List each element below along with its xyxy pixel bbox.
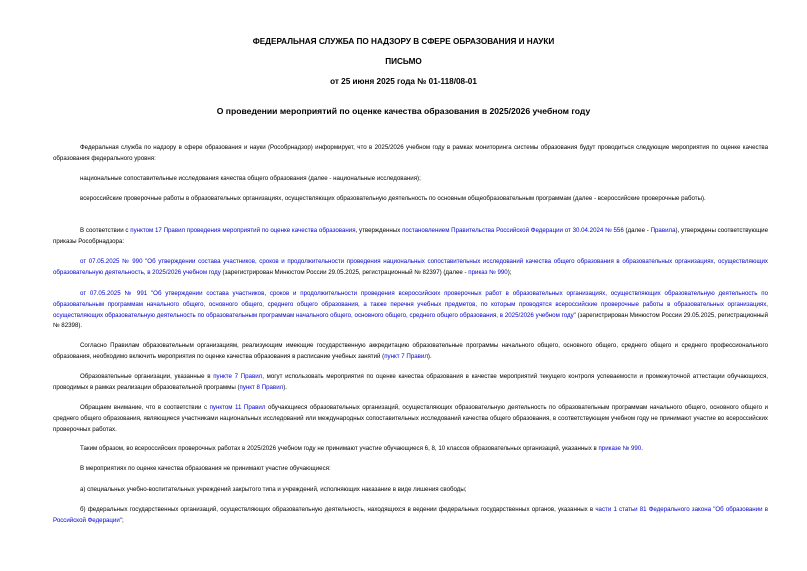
text: ; [121, 516, 124, 524]
link-order-991-title[interactable]: от 07.05.2025 № 991 "Об утверждении состава участников, сроков и продолжительности проведения всероссийских проверочных работ в образовательных организациях, осуществляющих образовательную деятельность по образовательным программам начального общего, основного общего, среднего общего образования, а также перечня учебных предметов, по которым проводятся всероссийские проверочные работы в образовательных организациях, осуществляющих образовательную деятельность по образовательным программам начального общего, основного общего, среднего общего образования, в 2025/2026 учебном году" [53, 290, 768, 319]
paragraph-excluded-classes [53, 444, 768, 455]
text: обучающиеся образовательных организаций, осуществляющих образовательную деятельность по образовательным программам начального общего, основного общего и среднего общего образования, являющиеся участниками национальных исследований или международных сопоставительных исследований качества общего образования, в соответствующем учебном году не принимают участие во всероссийских проверочных работах. [53, 404, 768, 433]
text: (зарегистрирован Минюстом России 29.05.2025, регистрационный № 82397) (далее - [220, 268, 469, 276]
link-rules-item-7[interactable]: пункт 7 Правил [384, 352, 428, 360]
paragraph-order-991 [53, 289, 768, 332]
text: , утвержденных [355, 227, 403, 234]
text: ). [427, 352, 432, 360]
document-date-number: от 25 июня 2025 года № 01-118/08-01 [330, 77, 477, 86]
paragraph-not-participating: В мероприятиях по оценке качества образования не принимают участие обучающиеся: [80, 465, 331, 472]
text: Таким образом, во всероссийских проверочных работах в 2025/2026 учебном году не принимают участие обучающиеся 6, 8, 10 классов образовательных организаций, указанных в [80, 445, 599, 452]
text: , могут использовать мероприятия по оценке качества образования в качестве мероприятий текущего контроля успеваемости и промежуточной аттестации обучающихся, проводимых в рамках реализации образовательной программы ( [53, 373, 768, 391]
text: ); [507, 268, 512, 276]
text: (далее - [623, 227, 651, 234]
text: Согласно Правилам образовательным организациям, реализующим имеющие государственную аккредитацию образовательные программы начального общего, основного общего, среднего общего и среднего профессионального образования, необходимо включить мероприятия по оценке качества образования в расписание учебных занятий ( [53, 342, 768, 360]
agency-title: ФЕДЕРАЛЬНАЯ СЛУЖБА ПО НАДЗОРУ В СФЕРЕ ОБРАЗОВАНИЯ И НАУКИ [252, 37, 555, 46]
link-order-990-mention[interactable]: приказе № 990 [598, 445, 642, 452]
link-rules-item-7-mention[interactable]: пункте 7 Правил [213, 373, 263, 380]
link-order-990[interactable]: приказ № 990 [468, 268, 508, 276]
text: (зарегистрирован Минюстом России 29.05.2025, регистрационный № 82398). [53, 311, 768, 330]
link-rules-item-11[interactable]: пунктом 11 Правил [209, 404, 266, 411]
paragraph-current-control [53, 372, 768, 394]
paragraph-rules-schedule [53, 341, 768, 363]
text: Образовательные организации, указанные в [80, 373, 214, 380]
document-subject: О проведении мероприятий по оценке качества образования в 2025/2026 учебном году [216, 106, 591, 116]
list-item-b [53, 505, 768, 527]
text: Обращаем внимание, что в соответствии с [80, 404, 210, 411]
text: В соответствии с [80, 227, 131, 234]
list-item-a: а) специальных учебно-воспитательных учреждений закрытого типа и учреждений, исполняющих наказание в виде лишения свободы; [80, 486, 467, 493]
text: б) федеральных государственных организаций, осуществляющих образовательную деятельность, находящихся в ведении федеральных государственных органов, указанных в [80, 506, 596, 513]
link-rules-item-8[interactable]: пункт 8 Правил [239, 383, 284, 391]
paragraph-orders-basis [53, 226, 768, 248]
link-rules[interactable]: Правила [650, 227, 676, 234]
list-item-vpr: всероссийские проверочные работы в образовательных организациях, осуществляющих образовательную деятельность по основным общеобразовательным программам (далее - всероссийские проверочные работы). [80, 195, 706, 202]
text: . [641, 445, 643, 452]
paragraph-order-990 [53, 257, 768, 279]
text: ), утверждены соответствующие приказы Рособрнадзора: [53, 227, 769, 245]
list-item-national-research: национальные сопоставительные исследования качества общего образования (далее - национальные исследования); [80, 175, 421, 182]
link-government-decree[interactable]: постановлением Правительства Российской Федерации от 30.04.2024 № 556 [402, 227, 624, 234]
paragraph-intro: Федеральная служба по надзору в сфере образования и науки (Рособрнадзор) информирует, что в 2025/2026 учебном году в рамках мониторинга системы образования будут проводиться следующие мероприятия по оценке качества образования федерального уровня: [53, 144, 768, 162]
text: ). [283, 383, 287, 391]
paragraph-attention [53, 403, 768, 435]
link-rules-item-17[interactable]: пунктом 17 Правил проведения мероприятий по оценке качества образования [130, 227, 356, 234]
link-order-990-title[interactable]: от 07.05.2025 № 990 "Об утверждении состава участников, сроков и продолжительности проведения национальных сопоставительных исследований качества общего образования в образовательных организациях, осуществляющих образовательную деятельность, в 2025/2026 учебном году [53, 258, 768, 276]
link-federal-law-article-81[interactable]: части 1 статьи 81 Федерального закона "Об образовании в Российской Федерации" [53, 506, 768, 524]
document-type: ПИСЬМО [385, 57, 422, 66]
